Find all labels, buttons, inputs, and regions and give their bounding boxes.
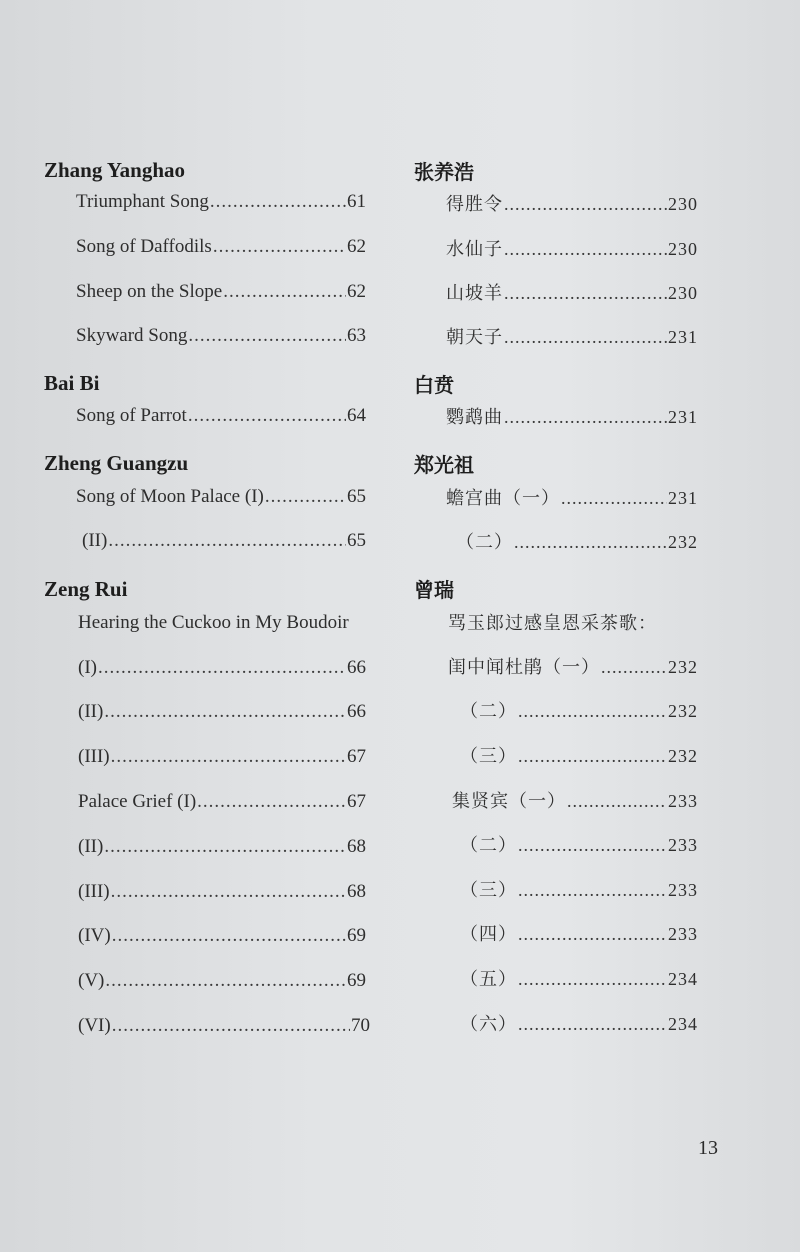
author-heading: Zhang Yanghao — [44, 158, 186, 182]
toc-entry — [78, 701, 366, 723]
toc-entry — [460, 697, 698, 723]
song-sequence-heading: Hearing the Cuckoo in My Boudoir — [78, 612, 349, 633]
entry-page: 232 — [668, 701, 698, 721]
toc-entry — [446, 403, 698, 429]
toc-entry — [78, 746, 366, 768]
entry-title: 得胜令 — [446, 194, 503, 214]
leader-dots — [561, 488, 667, 509]
entry-title: 水仙子 — [446, 239, 503, 259]
entry-page: 233 — [668, 835, 698, 855]
entry-title: Sheep on the Slope — [76, 281, 223, 302]
toc-entry — [446, 323, 698, 349]
entry-title: 集贤宾（一） — [452, 791, 566, 811]
leader-dots — [98, 657, 346, 679]
author-heading: 张养浩 — [414, 162, 474, 184]
entry-title: （六） — [460, 1014, 517, 1034]
leader-dots — [518, 746, 667, 767]
leader-dots — [504, 407, 667, 428]
leader-dots — [514, 532, 667, 553]
entry-page: 70 — [351, 1015, 370, 1036]
toc-entry — [78, 836, 366, 858]
entry-page: 233 — [668, 791, 698, 811]
toc-entry — [76, 325, 366, 347]
author-heading: 白贲 — [414, 375, 454, 397]
entry-page: 67 — [347, 746, 366, 767]
leader-dots — [518, 969, 667, 990]
entry-page: 231 — [668, 488, 698, 508]
entry-title: (V) — [78, 970, 105, 991]
toc-entry — [460, 876, 698, 902]
toc-entry — [76, 191, 366, 213]
entry-title: 闺中闻杜鹃（一） — [448, 657, 600, 677]
toc-entry — [76, 405, 366, 427]
entry-title: (I) — [78, 657, 97, 678]
entry-title: Song of Parrot — [76, 405, 187, 426]
entry-page: 67 — [347, 791, 366, 812]
leader-dots — [601, 657, 667, 678]
entry-title: (III) — [78, 881, 110, 902]
toc-entry — [448, 653, 698, 679]
entry-page: 234 — [668, 969, 698, 989]
toc-entry — [460, 831, 698, 857]
toc-entry — [78, 925, 366, 947]
toc-entry — [460, 742, 698, 768]
entry-page: 65 — [347, 530, 366, 551]
entry-title: (II) — [78, 836, 104, 857]
entry-title: （三） — [460, 746, 517, 766]
leader-dots — [567, 791, 667, 812]
leader-dots — [111, 746, 346, 768]
toc-entry — [460, 1010, 698, 1036]
entry-page: 232 — [668, 746, 698, 766]
entry-title: Palace Grief (I) — [78, 791, 197, 812]
toc-entry — [78, 970, 366, 992]
entry-title: (VI) — [78, 1015, 111, 1036]
author-heading: 郑光祖 — [414, 455, 474, 477]
leader-dots — [213, 236, 346, 258]
entry-title: （五） — [460, 969, 517, 989]
entry-page: 69 — [347, 925, 366, 946]
author-heading: Zheng Guangzu — [44, 451, 189, 475]
toc-entry — [76, 486, 366, 508]
author-heading: Zeng Rui — [44, 577, 128, 601]
toc-entry — [446, 484, 698, 510]
entry-title: （三） — [460, 880, 517, 900]
toc-entry — [76, 281, 366, 303]
leader-dots — [104, 836, 346, 858]
toc-entry — [82, 530, 366, 552]
entry-page: 230 — [668, 283, 698, 303]
leader-dots — [518, 835, 667, 856]
entry-page: 231 — [668, 327, 698, 347]
leader-dots — [504, 283, 667, 304]
leader-dots — [518, 880, 667, 901]
toc-entry — [78, 1015, 370, 1037]
leader-dots — [518, 701, 667, 722]
entry-page: 232 — [668, 657, 698, 677]
leader-dots — [188, 325, 346, 347]
entry-page: 69 — [347, 970, 366, 991]
toc-entry — [452, 787, 698, 813]
toc-entry — [456, 528, 698, 554]
entry-page: 66 — [347, 657, 366, 678]
leader-dots — [504, 194, 667, 215]
leader-dots — [112, 1015, 350, 1037]
toc-entry — [78, 657, 366, 679]
entry-title: （二） — [456, 532, 513, 552]
author-heading: 曾瑞 — [414, 580, 454, 602]
toc-entry — [446, 190, 698, 216]
leader-dots — [105, 970, 346, 992]
leader-dots — [111, 881, 346, 903]
toc-entry — [460, 920, 698, 946]
entry-title: (II) — [82, 530, 108, 551]
leader-dots — [518, 924, 667, 945]
entry-page: 66 — [347, 701, 366, 722]
entry-page: 62 — [347, 236, 366, 257]
entry-page: 65 — [347, 486, 366, 507]
entry-page: 64 — [347, 405, 366, 426]
entry-page: 63 — [347, 325, 366, 346]
entry-page: 234 — [668, 1014, 698, 1034]
entry-page: 230 — [668, 239, 698, 259]
entry-page: 233 — [668, 880, 698, 900]
entry-title: 蟾宫曲（一） — [446, 488, 560, 508]
toc-entry — [446, 279, 698, 305]
entry-title: （二） — [460, 835, 517, 855]
leader-dots — [504, 239, 667, 260]
entry-page: 230 — [668, 194, 698, 214]
toc-entry — [446, 235, 698, 261]
leader-dots — [104, 701, 346, 723]
entry-page: 61 — [347, 191, 366, 212]
song-sequence-heading: 骂玉郎过感皇恩采茶歌： — [448, 613, 657, 633]
entry-page: 68 — [347, 881, 366, 902]
leader-dots — [518, 1014, 667, 1035]
page-number: 13 — [698, 1137, 718, 1159]
entry-page: 232 — [668, 532, 698, 552]
leader-dots — [188, 405, 346, 427]
toc-entry — [78, 791, 366, 813]
leader-dots — [197, 791, 346, 813]
entry-title: Triumphant Song — [76, 191, 209, 212]
entry-title: (III) — [78, 746, 110, 767]
entry-page: 233 — [668, 924, 698, 944]
entry-title: Skyward Song — [76, 325, 188, 346]
author-heading: Bai Bi — [44, 371, 100, 395]
toc-entry — [78, 881, 366, 903]
toc-entry — [76, 236, 366, 258]
entry-title: 朝天子 — [446, 327, 503, 347]
entry-title: (II) — [78, 701, 104, 722]
entry-page: 68 — [347, 836, 366, 857]
entry-title: Song of Daffodils — [76, 236, 212, 257]
entry-title: （二） — [460, 701, 517, 721]
leader-dots — [504, 327, 667, 348]
leader-dots — [112, 925, 346, 947]
toc-entry — [460, 965, 698, 991]
entry-title: (IV) — [78, 925, 111, 946]
leader-dots — [108, 530, 346, 552]
entry-title: 山坡羊 — [446, 283, 503, 303]
leader-dots — [223, 281, 346, 303]
entry-title: 鹦鹉曲 — [446, 407, 503, 427]
leader-dots — [265, 486, 346, 508]
entry-page: 62 — [347, 281, 366, 302]
entry-title: Song of Moon Palace (I) — [76, 486, 264, 507]
leader-dots — [210, 191, 346, 213]
entry-page: 231 — [668, 407, 698, 427]
entry-title: （四） — [460, 924, 517, 944]
